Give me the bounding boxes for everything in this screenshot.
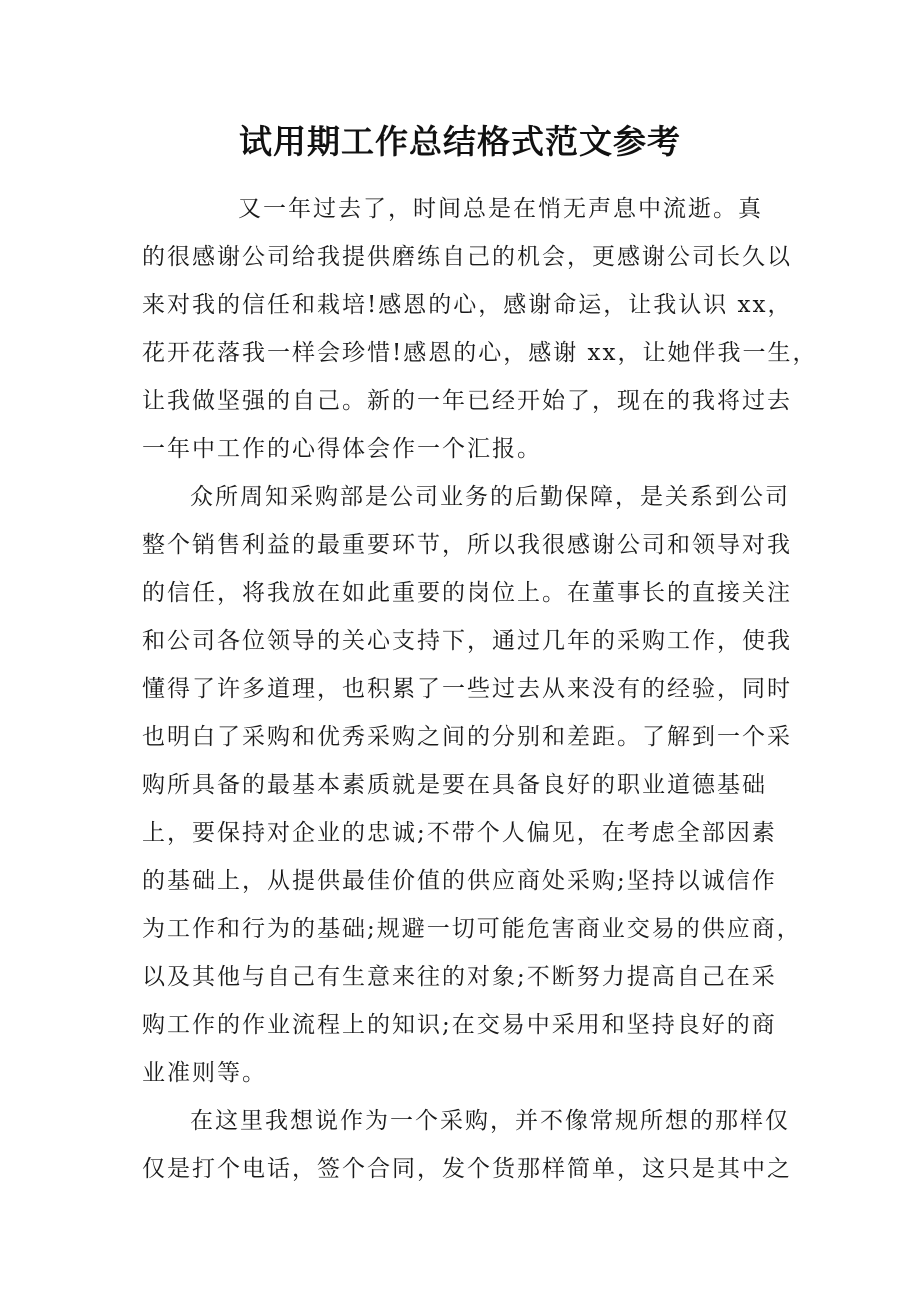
- paragraph-line: 众所周知采购部是公司业务的后勤保障，是关系到公司: [190, 484, 790, 510]
- paragraph-line: 上，要保持对企业的忠诚;不带个人偏见，在考虑全部因素: [142, 820, 777, 846]
- paragraph-line: 在这里我想说作为一个采购，并不像常规所想的那样仅: [190, 1108, 790, 1134]
- paragraph-line: 的很感谢公司给我提供磨练自己的机会，更感谢公司长久以: [142, 244, 792, 270]
- paragraph-line: 购所具备的最基本素质就是要在具备良好的职业道德基础: [142, 772, 767, 798]
- paragraph-line: 整个销售利益的最重要环节，所以我很感谢公司和领导对我: [142, 532, 792, 558]
- paragraph-line: 业准则等。: [142, 1060, 267, 1086]
- paragraph-line: 的信任，将我放在如此重要的岗位上。在董事长的直接关注: [142, 580, 792, 606]
- paragraph-line: 的基础上，从提供最佳价值的供应商处采购;坚持以诚信作: [142, 868, 777, 894]
- paragraph-line: 仅是打个电话，签个合同，发个货那样简单，这只是其中之: [142, 1156, 792, 1182]
- paragraph-line: 以及其他与自己有生意来往的对象;不断努力提高自己在采: [142, 964, 777, 990]
- paragraph-line: 让我做坚强的自己。新的一年已经开始了，现在的我将过去: [142, 388, 792, 414]
- document-title: 试用期工作总结格式范文参考: [239, 122, 681, 161]
- paragraph-line: 一年中工作的心得体会作一个汇报。: [142, 436, 542, 462]
- paragraph-line: 又一年过去了，时间总是在悄无声息中流逝。真: [238, 196, 763, 222]
- paragraph-line: 为工作和行为的基础;规避一切可能危害商业交易的供应商，: [142, 916, 802, 942]
- paragraph-line: 懂得了许多道理，也积累了一些过去从来没有的经验，同时: [142, 676, 792, 702]
- paragraph-line: 来对我的信任和栽培!感恩的心，感谢命运，让我认识 xx，: [142, 292, 793, 318]
- paragraph-line: 也明白了采购和优秀采购之间的分别和差距。了解到一个采: [142, 724, 792, 750]
- paragraph-line: 购工作的作业流程上的知识;在交易中采用和坚持良好的商: [142, 1012, 777, 1038]
- paragraph-line: 和公司各位领导的关心支持下，通过几年的采购工作，使我: [142, 628, 792, 654]
- paragraph-line: 花开花落我一样会珍惜!感恩的心，感谢 xx，让她伴我一生，: [142, 340, 818, 366]
